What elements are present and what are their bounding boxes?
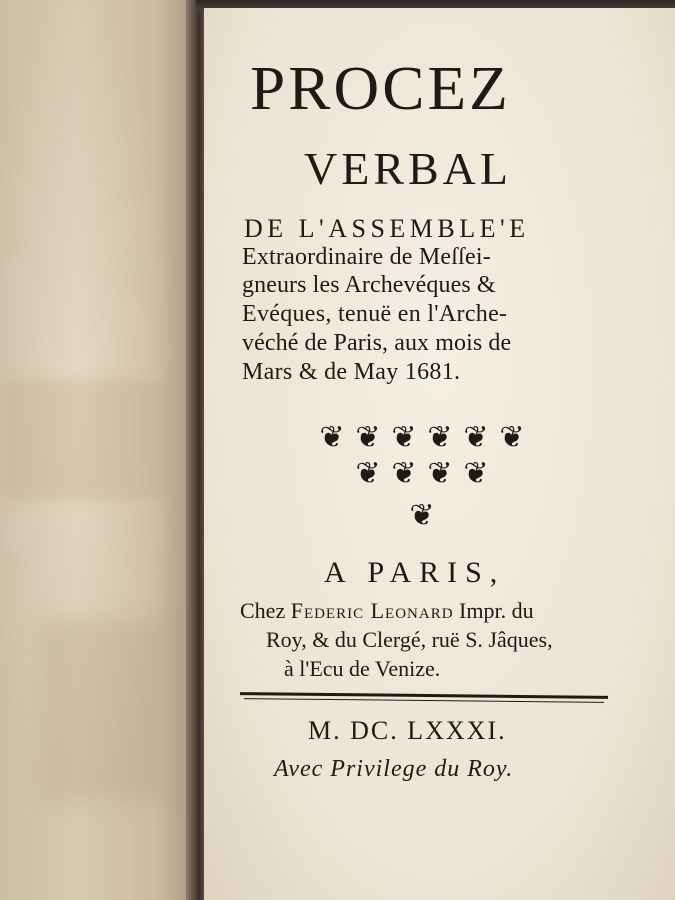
body-line: gneurs les Archevéques &: [242, 272, 496, 298]
imprint-line-2: Roy, & du Clergé, ruë S. Jâques,: [266, 627, 553, 652]
fleuron-icon: ❦: [427, 421, 453, 454]
fleuron-icon: ❦: [319, 421, 345, 454]
body-line: véché de Paris, aux mois de: [242, 330, 512, 356]
imprint-prefix: Chez: [240, 598, 291, 623]
title-page: [204, 8, 675, 900]
fleuron-icon: ❦: [499, 421, 525, 454]
fleuron-icon: ❦: [355, 457, 381, 490]
fleuron-icon: ❦: [391, 421, 417, 454]
fleuron-icon: ❦: [463, 421, 489, 454]
body-line: Evéques, tenuë en l'Arche-: [242, 301, 508, 327]
body-line: Extraordinaire de Meſſei-: [242, 244, 491, 270]
title-procez: PROCEZ: [250, 55, 511, 123]
imprint-suffix: Impr. du: [453, 598, 534, 623]
ornament-row: [302, 459, 542, 489]
fleuron-icon: ❦: [463, 457, 489, 490]
title-verbal: VERBAL: [304, 143, 512, 194]
fleuron-icon: ❦: [391, 457, 417, 490]
body-line: Mars & de May 1681.: [242, 359, 461, 385]
fleuron-ornament: [302, 423, 542, 538]
fleuron-icon: ❦: [427, 457, 453, 490]
fleuron-icon: ❦: [409, 499, 435, 532]
subtitle-assemblee: DE L'ASSEMBLE'E: [244, 214, 530, 243]
paper-stain: [40, 620, 170, 800]
inside-cover: [0, 0, 196, 900]
divider-rule: [244, 698, 604, 703]
ornament-row: [302, 501, 542, 531]
fleuron-icon: ❦: [355, 421, 381, 454]
printer-name: Federic Leonard: [290, 598, 454, 623]
imprint-city: A PARIS,: [324, 556, 506, 589]
publication-year: M. DC. LXXXI.: [308, 716, 507, 745]
paper-stain: [0, 380, 170, 500]
imprint-line-1: [240, 598, 534, 624]
royal-privilege: Avec Privilege du Roy.: [274, 756, 514, 782]
imprint-line-3: à l'Ecu de Venize.: [284, 656, 441, 681]
ornament-row: [302, 423, 542, 453]
